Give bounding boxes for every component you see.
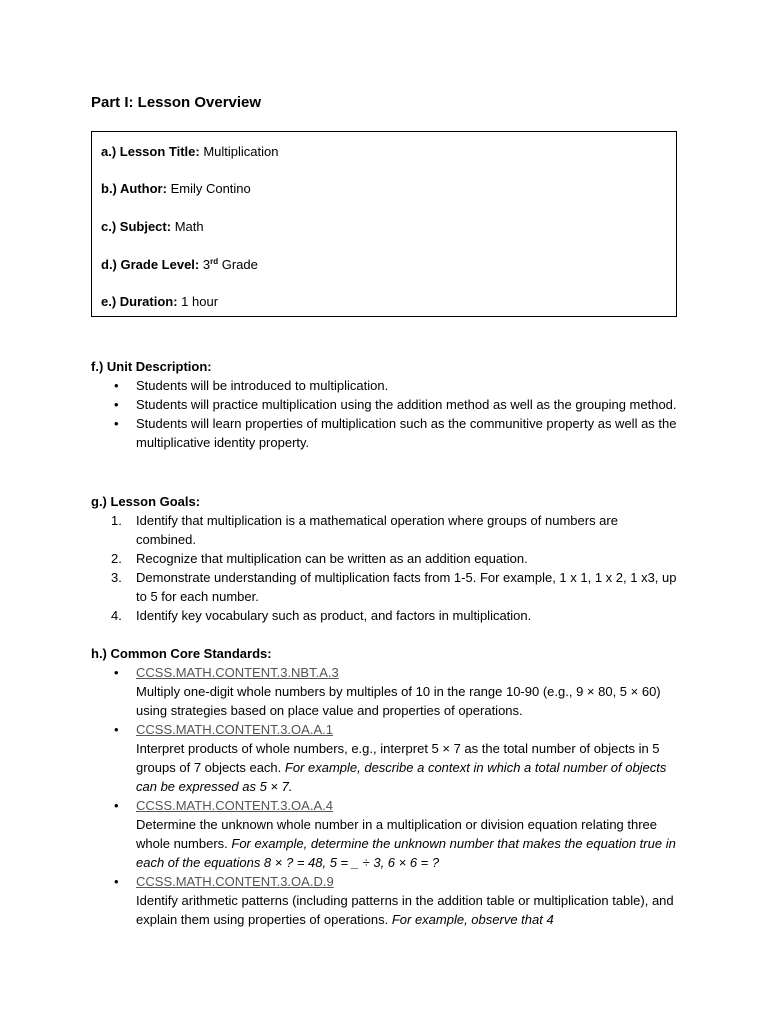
standards-list [91,663,681,929]
list-item [91,395,681,414]
list-number: 2. [111,551,122,566]
standard-example: For example, observe that 4 [391,912,554,927]
lesson-title-value: Multiplication [199,144,279,159]
list-item-text: Students will learn properties of multiplication such as the communitive property as well as the multiplicative identity property. [136,416,677,450]
bullet-icon: • [114,798,119,813]
grade-level-label: d.) Grade Level: [101,257,200,272]
lesson-goals-heading: g.) Lesson Goals: [91,494,201,509]
list-item [91,663,681,720]
lesson-overview-box [91,131,677,317]
standard-description: Interpret products of whole numbers, e.g., interpret 5 × 7 as the total number of objects in 5 groups of 7 objects each. [136,741,660,775]
list-number: 3. [111,570,122,585]
subject-label: c.) Subject: [101,219,172,234]
unit-description-section [91,357,681,452]
standard-description: Multiply one-digit whole numbers by multiples of 10 in the range 10-90 (e.g., 9 × 80, 5 × 60) using strategies based on place value and properties of operations. [136,684,661,718]
standard-example: For example, determine the unknown number that makes the equation true in each of the equations 8 × ? = 48, 5 = _ ÷ 3, 6 × 6 = ? [136,836,676,870]
grade-level-row [101,257,258,272]
part-title: Part I: Lesson Overview [91,94,262,111]
common-core-standards-section [91,644,681,929]
grade-level-suffix: Grade [218,257,258,272]
subject-row [101,219,204,234]
lesson-title-row [101,144,279,159]
standard-code-link[interactable]: CCSS.MATH.CONTENT.3.OA.A.1 [136,722,333,737]
grade-level-ordinal: rd [210,257,219,266]
lesson-goals-list [91,511,681,625]
bullet-icon: • [114,416,119,431]
author-row [101,181,251,196]
lesson-title-label: a.) Lesson Title: [101,144,200,159]
list-item-text: Recognize that multiplication can be written as an addition equation. [136,551,528,566]
subject-value: Math [171,219,204,234]
unit-description-heading: f.) Unit Description: [91,359,212,374]
unit-description-list [91,376,681,452]
list-item-text: Students will be introduced to multiplication. [136,378,389,393]
bullet-icon: • [114,874,119,889]
standards-heading: h.) Common Core Standards: [91,646,272,661]
bullet-icon: • [114,378,119,393]
list-item-text: Identify key vocabulary such as product, and factors in multiplication. [136,608,532,623]
list-item [91,796,681,872]
list-item [91,549,681,568]
list-number: 4. [111,608,122,623]
list-item-text: Students will practice multiplication using the addition method as well as the grouping method. [136,397,677,412]
author-label: b.) Author: [101,181,167,196]
duration-label: e.) Duration: [101,294,178,309]
list-item [91,376,681,395]
list-item-text: Demonstrate understanding of multiplication facts from 1-5. For example, 1 x 1, 1 x 2, 1 x3, up to 5 for each number. [136,570,677,604]
standard-code-link[interactable]: CCSS.MATH.CONTENT.3.OA.D.9 [136,874,334,889]
standard-code-link[interactable]: CCSS.MATH.CONTENT.3.OA.A.4 [136,798,333,813]
standard-example: For example, describe a context in which a total number of objects can be expressed as 5 × 7. [136,760,667,794]
lesson-goals-section [91,492,681,625]
list-item [91,872,681,929]
grade-level-number: 3 [199,257,211,272]
list-item [91,720,681,796]
list-item-text: Identify that multiplication is a mathematical operation where groups of numbers are combined. [136,513,618,547]
list-item [91,568,681,606]
list-item [91,414,681,452]
standard-description: Identify arithmetic patterns (including patterns in the addition table or multiplication table), and explain them using properties of operations. [136,893,674,927]
list-item [91,606,681,625]
duration-row [101,294,218,309]
bullet-icon: • [114,665,119,680]
list-item [91,511,681,549]
bullet-icon: • [114,722,119,737]
standard-description: Determine the unknown whole number in a multiplication or division equation relating three whole numbers. [136,817,658,851]
bullet-icon: • [114,397,119,412]
author-value: Emily Contino [166,181,251,196]
standard-code-link[interactable]: CCSS.MATH.CONTENT.3.NBT.A.3 [136,665,339,680]
duration-value: 1 hour [177,294,219,309]
list-number: 1. [111,513,122,528]
